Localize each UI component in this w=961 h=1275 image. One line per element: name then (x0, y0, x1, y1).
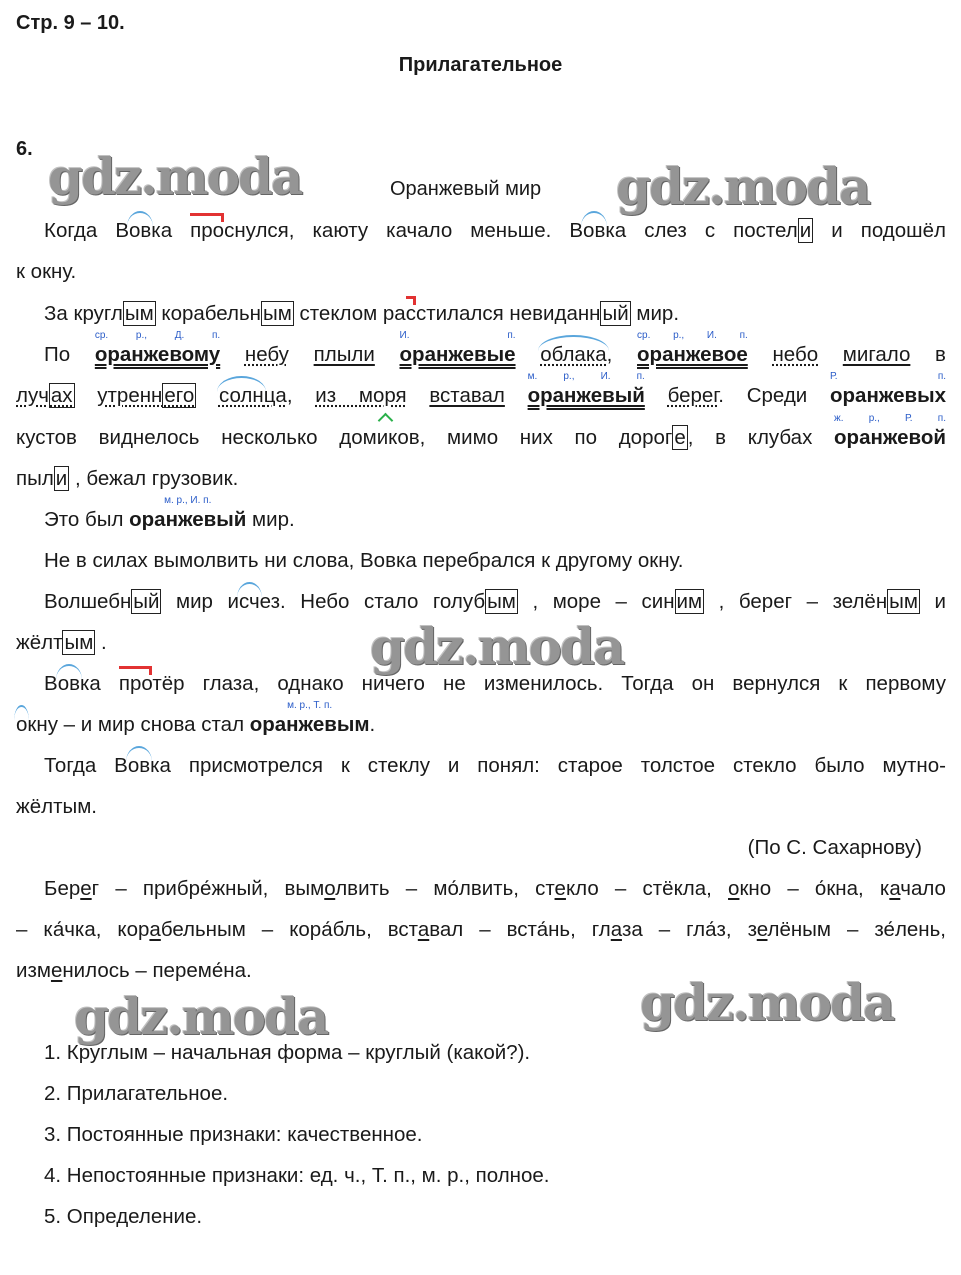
text-line: За круглым корабельным стеклом расстилался невиданный мир. (44, 302, 680, 325)
watermark-logo: gdz.moda (74, 987, 328, 1046)
text-line: кустов виднелось несколько домиков, мимо них по дороге, в клубах ж. р., Р. п. оранжевой (16, 413, 946, 449)
text-title: Оранжевый мир (390, 178, 542, 200)
text-line: Не в силах вымолвить ни слова, Вовка перебрался к другому окну. (44, 549, 684, 572)
text-line: жёлтым . (16, 631, 107, 654)
text-line: Когда Вовка проснулся, каюту качало меньше. Вовка слез с постели и подошёл (44, 219, 946, 242)
text-line: окну – и мир снова стал м. р., Т. п. оранжевым. (16, 700, 376, 736)
text-line: Тогда Вовка присмотрелся к стеклу и понял: старое толстое стекло было мутно- (44, 754, 946, 777)
watermark-logo: gdz.moda (48, 147, 302, 206)
exercise-number: 6. (16, 138, 33, 160)
text-line: Вовка протёр глаза, однако ничего не изменилось. Тогда он вернулся к первому (44, 672, 946, 695)
text-line: к окну. (16, 260, 77, 283)
watermark-logo: gdz.moda (370, 617, 624, 676)
word-check-line: – ка́чка, корабельным – кора́бль, вставал – вста́нь, глаза – гла́з, зелёным – зе́лень, (16, 918, 946, 941)
text-line: Это был м. р., И. п. оранжевый мир. (44, 495, 295, 531)
text-line: лучах утреннего солнца, из моря вставал м. р., И. п. оранжевый берег. Среди Р. п. оранжевых (16, 371, 947, 407)
parse-item: 1. Круглым – начальная форма – круглый (какой?). (44, 1041, 531, 1064)
parse-item: 2. Прилагательное. (44, 1082, 229, 1105)
watermark-logo: gdz.moda (616, 157, 870, 216)
word-check-line: Берег – прибре́жный, вымолвить – мо́лвить, стекло – стёкла, окно – о́кна, качало (44, 877, 946, 900)
page-reference: Стр. 9 – 10. (16, 12, 125, 34)
text-author: (По С. Сахарнову) (747, 836, 922, 859)
parse-item: 3. Постоянные признаки: качественное. (44, 1123, 423, 1146)
parse-item: 4. Непостоянные признаки: ед. ч., Т. п., м. р., полное. (44, 1164, 550, 1187)
word-check-line: изменилось – переме́на. (16, 959, 252, 982)
watermark-logo: gdz.moda (640, 973, 894, 1032)
text-line: Волшебный мир исчез. Небо стало голубым , море – синим , берег – зелёным и (44, 590, 946, 613)
text-line: пыли , бежал грузовик. (16, 467, 239, 490)
text-line: По ср. р., Д. п. оранжевому небу плыли И. п. оранжевые облака, ср. р., И. п. оранжевое небо мигало в (44, 330, 946, 366)
text-line: жёлтым. (16, 795, 97, 818)
parse-item: 5. Определение. (44, 1205, 203, 1228)
section-title: Прилагательное (398, 54, 563, 76)
